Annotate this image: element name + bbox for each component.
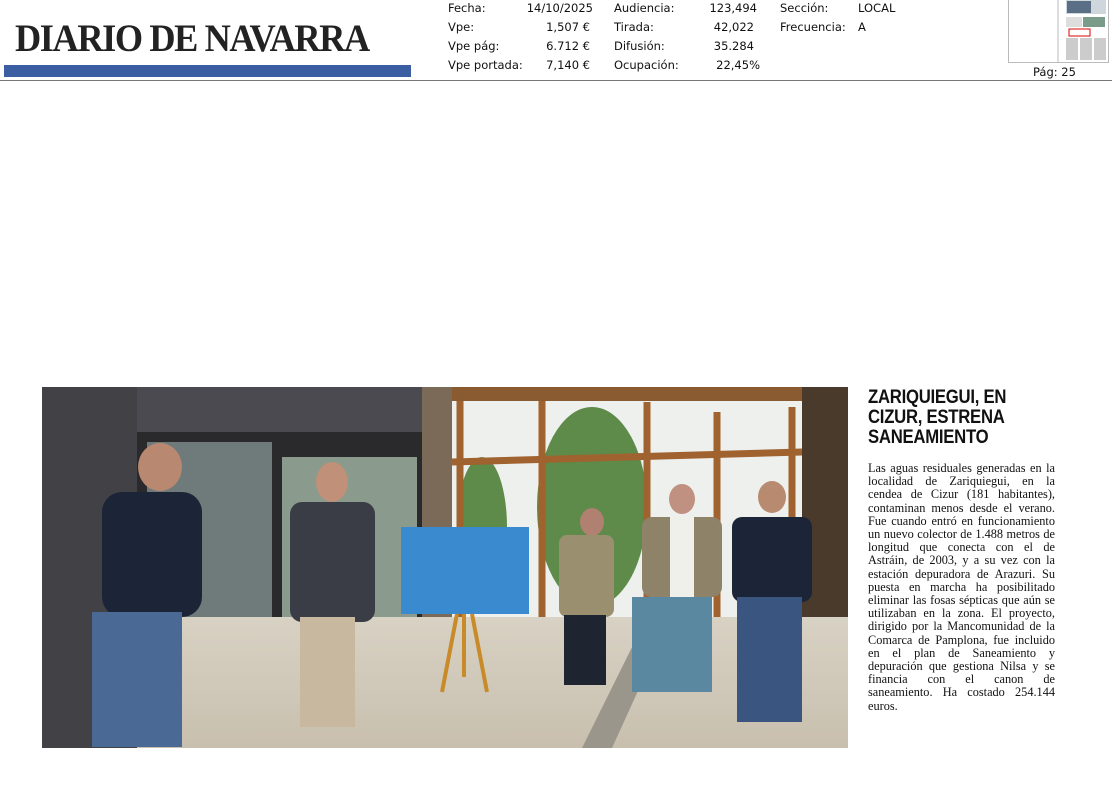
- meta-value-seccion: LOCAL: [858, 1, 896, 15]
- header-divider: [0, 80, 1112, 81]
- meta-value-vpe-pag: 6.712 €: [546, 39, 590, 53]
- meta-value-vpe: 1,507 €: [546, 20, 590, 34]
- meta-label-tirada: Tirada:: [614, 20, 654, 34]
- meta-value-tirada: 42,022: [713, 20, 754, 34]
- meta-label-seccion: Sección:: [780, 1, 829, 15]
- page-thumbnail-image: [1009, 0, 1108, 62]
- meta-value-vpe-portada: 7,140 €: [546, 58, 590, 72]
- meta-label-fecha: Fecha:: [448, 1, 486, 15]
- meta-label-vpe-portada: Vpe portada:: [448, 58, 523, 72]
- page-thumbnail[interactable]: [1008, 0, 1109, 63]
- article-photo: [42, 387, 848, 748]
- meta-value-audiencia: 123,494: [709, 1, 757, 15]
- meta-label-difusion: Difusión:: [614, 39, 665, 53]
- meta-label-frecuencia: Frecuencia:: [780, 20, 846, 34]
- meta-value-fecha: 14/10/2025: [526, 1, 593, 15]
- meta-label-audiencia: Audiencia:: [614, 1, 675, 15]
- newspaper-logo: DIARIO DE NAVARRA: [15, 17, 369, 60]
- meta-value-ocupacion: 22,45%: [716, 58, 760, 72]
- article-headline: ZARIQUIEGUI, EN CIZUR, ESTRENA SANEAMIENTO: [868, 387, 1007, 448]
- clipping-metadata: [0, 0, 1000, 80]
- meta-value-difusion: 35.284: [713, 39, 754, 53]
- meta-label-vpe: Vpe:: [448, 20, 475, 34]
- map-sign: [401, 527, 529, 614]
- meta-value-frecuencia: A: [858, 20, 866, 34]
- page-number: Pág: 25: [1033, 65, 1076, 79]
- meta-label-ocupacion: Ocupación:: [614, 58, 679, 72]
- meta-label-vpe-pag: Vpe pág:: [448, 39, 500, 53]
- article-body: Las aguas residuales generadas en la localidad de Zariquiegui, en la cendea de Cizur (181 habitantes), contaminan menos desde el verano. Fue cuando entró en funcionamiento un nuevo colector de 1.488 metros de longitud que conecta con el de Astráin, de 2003, y a su vez con la estación depuradora de Arazuri. Su puesta en marcha ha posibilitado eliminar las fosas sépticas que aún se utilizaban en la zona. El proyecto, dirigido por la Mancomunidad de la Comarca de Pamplona, fue incluido en el plan de Saneamiento y depuración que gestiona Nilsa y se financia con el canon de saneamiento. Ha costado 254.144 euros.: [868, 461, 1055, 713]
